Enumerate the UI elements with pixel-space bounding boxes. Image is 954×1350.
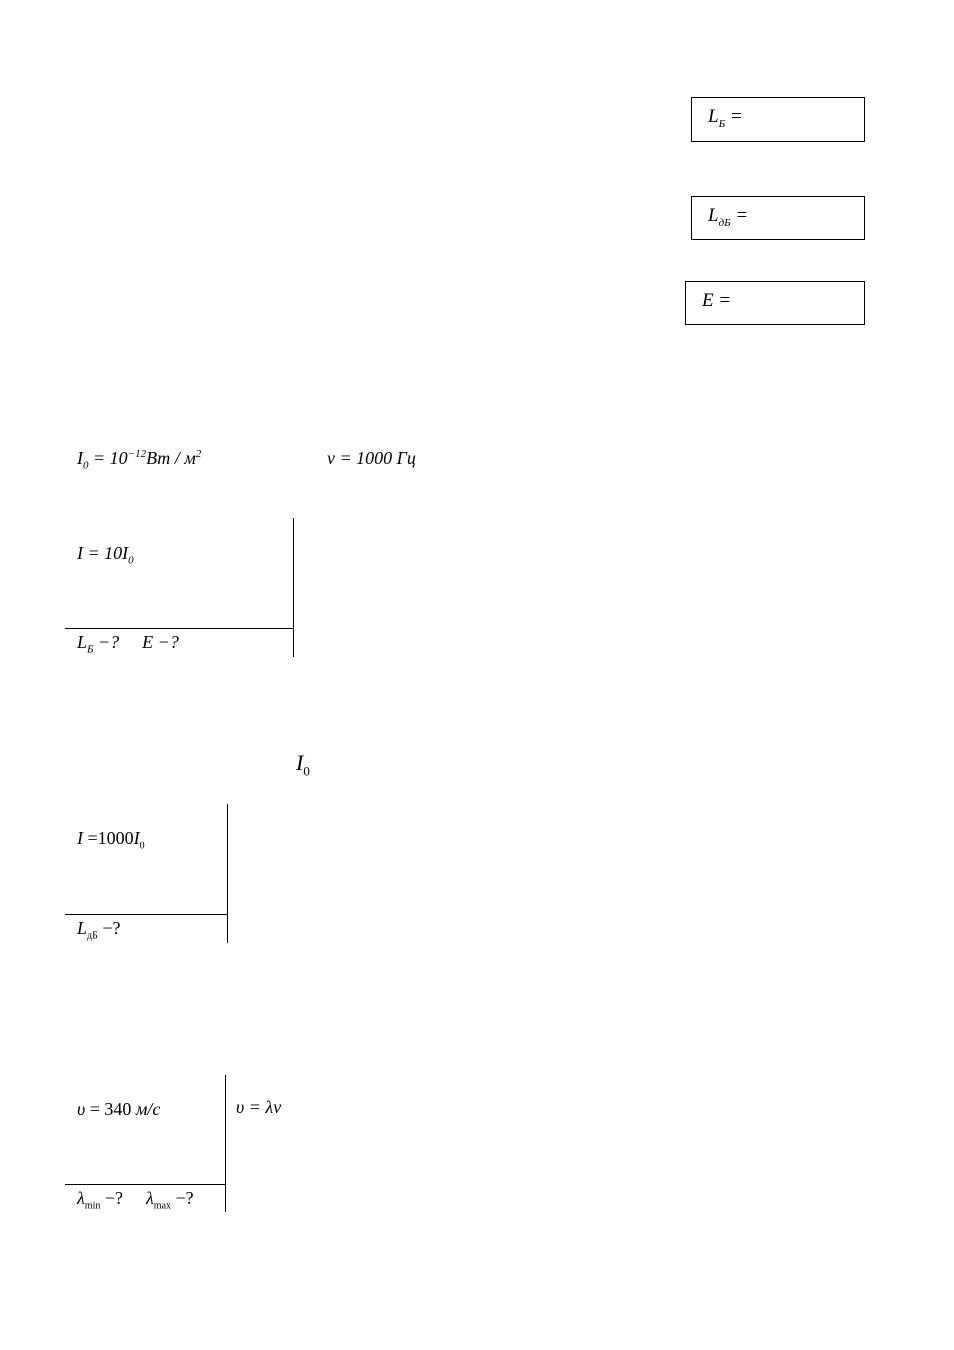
problem2-divider-vertical <box>227 804 228 943</box>
problem1-divider-vertical <box>293 518 294 657</box>
constant-frequency: ν = 1000 Гц <box>327 448 416 468</box>
problem3-find: $\lambda_{min}$ −? $\lambda_{max}$ −? <box>77 1188 194 1212</box>
answer-e-label: E = <box>702 290 732 311</box>
problem2-find: $L_{дБ}$ −? <box>77 918 121 942</box>
problem2-given: $I =1000I_0$ <box>77 828 145 852</box>
answer-ldb-label: $L_{дБ}$ = <box>708 205 749 229</box>
problem3-given: υ = 340 м/с <box>77 1099 161 1119</box>
constant-i0: $I_0 = 10^{-12}Вт / м^2$ <box>77 448 202 472</box>
problem1-divider-horizontal <box>65 628 294 629</box>
answer-box-lb <box>691 97 865 142</box>
answer-lb-label: $L_Б$ = <box>708 106 743 130</box>
problem3-divider-vertical <box>225 1075 226 1212</box>
problem2-divider-horizontal <box>65 914 228 915</box>
floating-i0: $I_0$ <box>296 750 310 779</box>
answer-box-ldb <box>691 196 865 240</box>
problem3-formula: υ = λν <box>236 1097 282 1117</box>
problem3-divider-horizontal <box>65 1184 226 1185</box>
problem1-given: $I = 10I_0$ <box>77 543 134 567</box>
problem1-find: $L_Б$ −? E −? <box>77 632 179 656</box>
answer-box-e <box>685 281 865 325</box>
